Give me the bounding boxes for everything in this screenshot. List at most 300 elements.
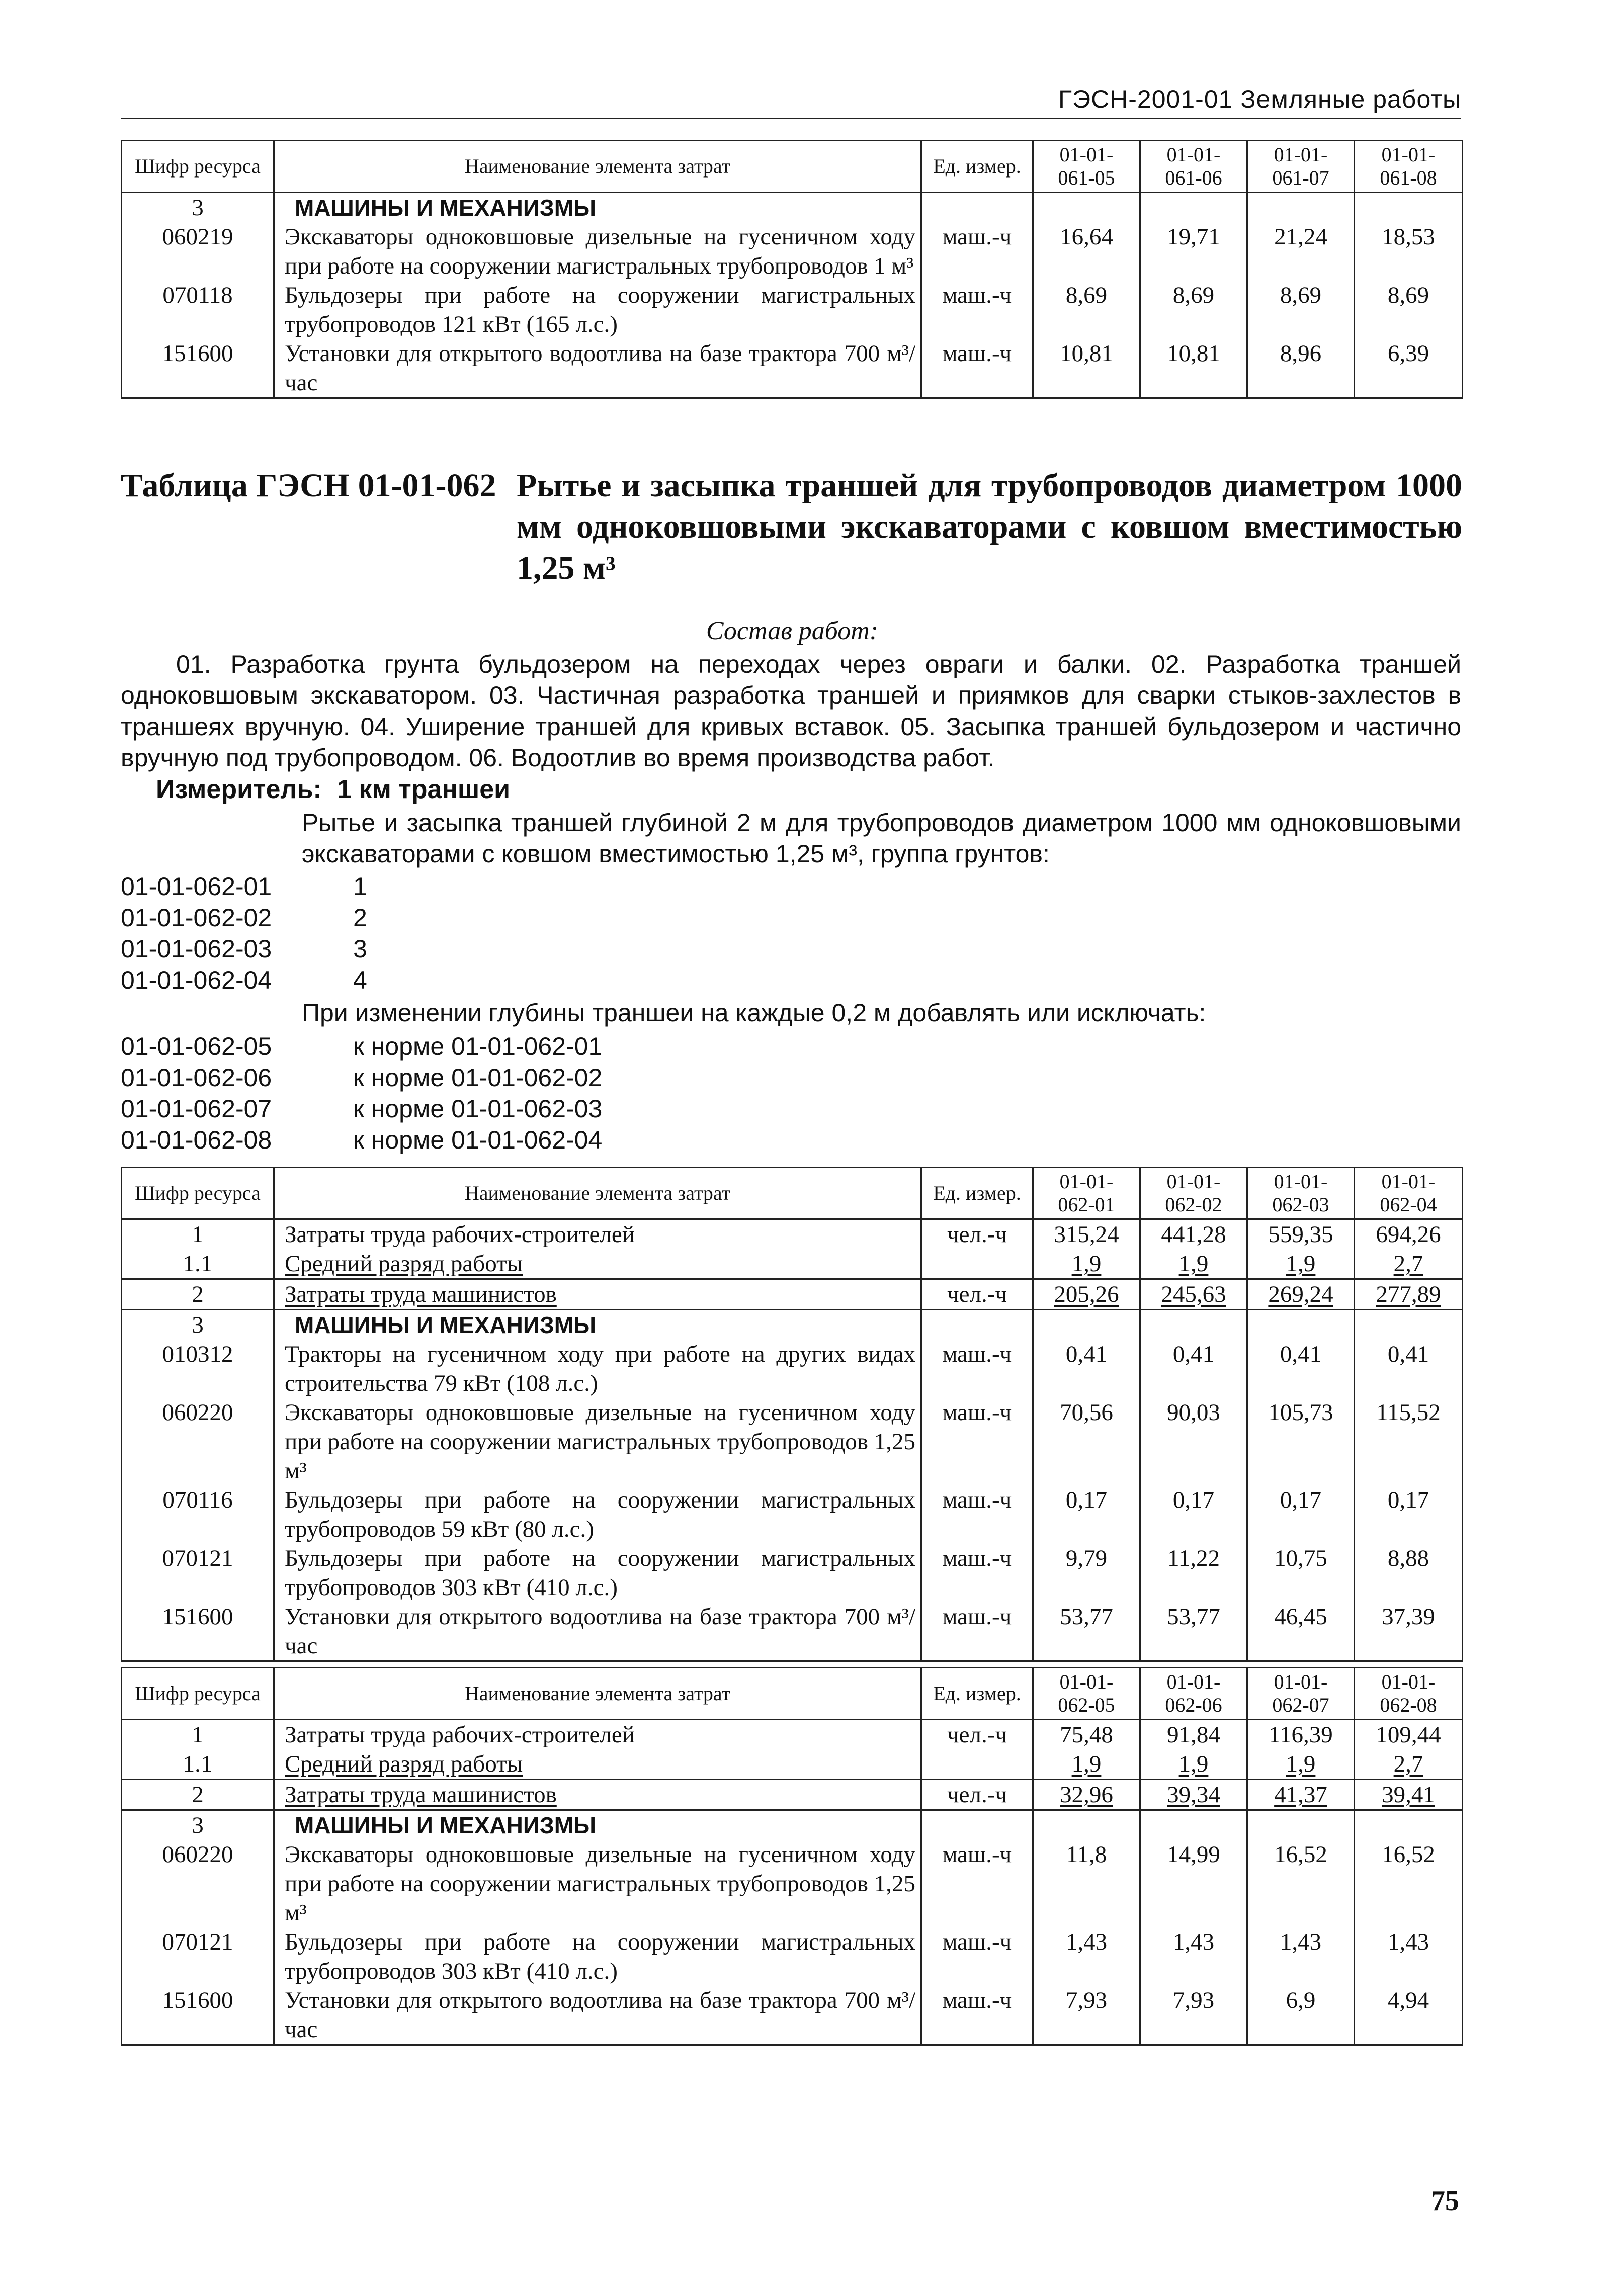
norm-value-cell bbox=[1355, 1927, 1463, 1986]
resource-unit: маш.-ч bbox=[942, 282, 1012, 308]
norm-value-cell bbox=[1033, 193, 1140, 223]
resource-name: Бульдозеры при работе на сооружении магистральных трубопроводов 303 кВт (410 л.с.) bbox=[285, 1929, 915, 1984]
resource-code: 151600 bbox=[162, 1604, 233, 1630]
norm-value: 694,26 bbox=[1376, 1221, 1441, 1248]
norm-value: 277,89 bbox=[1376, 1281, 1441, 1307]
resource-code: 3 bbox=[192, 1312, 204, 1338]
resource-table-062-01-04 bbox=[121, 1167, 1463, 1662]
table-row bbox=[122, 1279, 1463, 1310]
norm-value-cell bbox=[1033, 1840, 1140, 1927]
norm-value-cell bbox=[1140, 1310, 1247, 1340]
work-description: Рытье и засыпка траншей глубиной 2 м для трубопроводов диаметром 1000 мм одноковшовыми экскаваторами с ковшом вместимостью 1,25 м³, группа грунтов: bbox=[302, 809, 1461, 868]
resource-unit: маш.-ч bbox=[942, 340, 1012, 367]
resource-unit-cell bbox=[921, 1219, 1033, 1250]
resource-name: Тракторы на гусеничном ходу при работе на других видах строительства 79 кВт (108 л.с.) bbox=[285, 1341, 915, 1396]
resource-unit-cell bbox=[921, 1810, 1033, 1840]
norm-detail: 4 bbox=[353, 966, 367, 994]
resource-code-cell bbox=[122, 1340, 274, 1398]
resource-code: 2 bbox=[192, 1782, 204, 1808]
resource-code: 151600 bbox=[162, 340, 233, 367]
norm-value: 53,77 bbox=[1060, 1604, 1113, 1630]
resource-code-cell bbox=[122, 1927, 274, 1986]
norm-value-cell bbox=[1140, 1986, 1247, 2045]
resource-code-cell bbox=[122, 1398, 274, 1485]
table-row bbox=[122, 1249, 1463, 1279]
resource-code: 060219 bbox=[162, 224, 233, 250]
resource-code: 060220 bbox=[162, 1399, 233, 1426]
resource-code-cell bbox=[122, 1544, 274, 1602]
norm-value: 21,24 bbox=[1274, 224, 1327, 250]
resource-code: 1.1 bbox=[183, 1251, 213, 1277]
resource-code: 070121 bbox=[162, 1929, 233, 1955]
norm-value-cell bbox=[1355, 1310, 1463, 1340]
norm-value-cell bbox=[1140, 193, 1247, 223]
norm-value-cell bbox=[1033, 1986, 1140, 2045]
resource-code-cell bbox=[122, 1720, 274, 1750]
norm-value: 53,77 bbox=[1167, 1604, 1220, 1630]
column-header-unit: Ед. измер. bbox=[921, 1168, 1033, 1219]
column-header-code: Шифр ресурса bbox=[122, 141, 274, 193]
resource-name: Установки для открытого водоотлива на базе трактора 700 м³/час bbox=[285, 1987, 915, 2043]
resource-name-cell bbox=[274, 1279, 921, 1310]
resource-code: 070116 bbox=[162, 1487, 233, 1513]
norm-detail: к норме 01-01-062-02 bbox=[353, 1064, 603, 1092]
resource-name-cell bbox=[274, 339, 921, 398]
resource-unit-cell bbox=[921, 1749, 1033, 1780]
resource-name-cell bbox=[274, 193, 921, 223]
resource-unit-cell bbox=[921, 1780, 1033, 1810]
column-header-norm: 01-01- 062-05 bbox=[1033, 1668, 1140, 1720]
norm-value-cell bbox=[1355, 222, 1463, 281]
norm-value: 109,44 bbox=[1376, 1722, 1441, 1748]
column-header-norm: 01-01- 062-01 bbox=[1033, 1168, 1140, 1219]
table-header-row bbox=[122, 141, 1463, 193]
meter-label: Измеритель: bbox=[156, 775, 322, 804]
resource-unit-cell bbox=[921, 1544, 1033, 1602]
resource-name-cell bbox=[274, 1810, 921, 1840]
norm-value-cell bbox=[1033, 1310, 1140, 1340]
norm-value: 18,53 bbox=[1382, 224, 1435, 250]
table-header-row bbox=[122, 1168, 1463, 1219]
norm-value: 39,41 bbox=[1382, 1782, 1435, 1808]
norm-value-cell bbox=[1140, 1749, 1247, 1780]
resource-name-cell bbox=[274, 1986, 921, 2045]
norm-value: 91,84 bbox=[1167, 1722, 1220, 1748]
header-title: ГЭСН-2001-01 Земляные работы bbox=[1058, 85, 1461, 113]
norm-value: 16,52 bbox=[1382, 1841, 1435, 1868]
norm-value-cell bbox=[1247, 1340, 1355, 1398]
norm-value-cell bbox=[1247, 1398, 1355, 1485]
column-header-norm: 01-01- 062-07 bbox=[1247, 1668, 1355, 1720]
norm-value: 14,99 bbox=[1167, 1841, 1220, 1868]
norm-value-cell bbox=[1355, 1840, 1463, 1927]
resource-unit-cell bbox=[921, 193, 1033, 223]
norm-value: 90,03 bbox=[1167, 1399, 1220, 1426]
norm-value: 1,43 bbox=[1172, 1929, 1215, 1955]
norm-value-cell bbox=[1247, 1749, 1355, 1780]
resource-code: 1.1 bbox=[183, 1751, 213, 1777]
norm-value-cell bbox=[1355, 1602, 1463, 1661]
norm-value-cell bbox=[1355, 1810, 1463, 1840]
norm-value-cell bbox=[1140, 1780, 1247, 1810]
norm-value: 6,39 bbox=[1387, 340, 1429, 367]
norm-value: 205,26 bbox=[1054, 1281, 1119, 1307]
norm-value: 8,69 bbox=[1065, 282, 1108, 308]
norm-value-cell bbox=[1033, 1927, 1140, 1986]
norm-value: 1,9 bbox=[1178, 1251, 1209, 1277]
norm-value: 0,41 bbox=[1280, 1341, 1322, 1367]
norm-value: 8,69 bbox=[1280, 282, 1322, 308]
norm-value-cell bbox=[1247, 1279, 1355, 1310]
resource-name-cell bbox=[274, 1720, 921, 1750]
page-header bbox=[121, 80, 1461, 119]
resource-name-cell bbox=[274, 1840, 921, 1927]
norm-value: 115,52 bbox=[1376, 1399, 1441, 1426]
norm-code: 01-01-062-02 bbox=[121, 904, 272, 932]
column-header-code: Шифр ресурса bbox=[122, 1668, 274, 1720]
norm-value-cell bbox=[1355, 281, 1463, 339]
norm-value-cell bbox=[1247, 1249, 1355, 1279]
norm-value-cell bbox=[1140, 1810, 1247, 1840]
resource-name: Бульдозеры при работе на сооружении магистральных трубопроводов 121 кВт (165 л.с.) bbox=[285, 282, 915, 337]
resource-code: 2 bbox=[192, 1281, 204, 1307]
resource-unit-cell bbox=[921, 222, 1033, 281]
norm-value: 2,7 bbox=[1393, 1751, 1423, 1777]
norm-value-cell bbox=[1033, 1219, 1140, 1250]
norm-value: 559,35 bbox=[1268, 1221, 1333, 1248]
norm-value: 116,39 bbox=[1269, 1722, 1333, 1748]
resource-name: Бульдозеры при работе на сооружении магистральных трубопроводов 303 кВт (410 л.с.) bbox=[285, 1545, 915, 1601]
resource-code-cell bbox=[122, 1780, 274, 1810]
resource-code-cell bbox=[122, 1986, 274, 2045]
resource-unit: маш.-ч bbox=[942, 1929, 1012, 1955]
norm-value-cell bbox=[1033, 1602, 1140, 1661]
norm-value-cell bbox=[1355, 1398, 1463, 1485]
resource-code-cell bbox=[122, 281, 274, 339]
resource-code: 070121 bbox=[162, 1545, 233, 1571]
table-row bbox=[122, 1310, 1463, 1340]
norm-value-cell bbox=[1247, 193, 1355, 223]
resource-name: МАШИНЫ И МЕХАНИЗМЫ bbox=[295, 1812, 597, 1838]
column-header-norm: 01-01- 062-04 bbox=[1355, 1168, 1463, 1219]
resource-code-cell bbox=[122, 1810, 274, 1840]
resource-unit: маш.-ч bbox=[942, 1987, 1012, 2013]
norm-value: 4,94 bbox=[1387, 1987, 1429, 2013]
resource-name: Установки для открытого водоотлива на базе трактора 700 м³/час bbox=[285, 340, 915, 396]
table-row bbox=[122, 1219, 1463, 1250]
resource-name: Бульдозеры при работе на сооружении магистральных трубопроводов 59 кВт (80 л.с.) bbox=[285, 1487, 915, 1542]
norm-value: 75,48 bbox=[1060, 1722, 1113, 1748]
norm-value: 1,9 bbox=[1178, 1751, 1209, 1777]
norm-value: 41,37 bbox=[1274, 1782, 1327, 1808]
norm-value-cell bbox=[1033, 1544, 1140, 1602]
norm-value-cell bbox=[1033, 1340, 1140, 1398]
norm-value-cell bbox=[1355, 1279, 1463, 1310]
resource-unit: маш.-ч bbox=[942, 1399, 1012, 1426]
column-header-norm: 01-01- 061-05 bbox=[1033, 141, 1140, 193]
norm-value-cell bbox=[1247, 1485, 1355, 1544]
resource-unit: чел.-ч bbox=[947, 1782, 1007, 1808]
resource-name-cell bbox=[274, 1219, 921, 1250]
norm-value: 32,96 bbox=[1060, 1782, 1113, 1808]
norm-value: 0,41 bbox=[1065, 1341, 1108, 1367]
norm-value-cell bbox=[1247, 222, 1355, 281]
resource-name: Установки для открытого водоотлива на базе трактора 700 м³/час bbox=[285, 1604, 915, 1659]
resource-unit: маш.-ч bbox=[942, 1487, 1012, 1513]
norm-detail: 1 bbox=[353, 872, 367, 901]
resource-name-cell bbox=[274, 281, 921, 339]
resource-unit: чел.-ч bbox=[947, 1722, 1007, 1748]
resource-name-cell bbox=[274, 1398, 921, 1485]
norm-value-cell bbox=[1247, 1927, 1355, 1986]
norm-code: 01-01-062-07 bbox=[121, 1095, 272, 1123]
column-header-norm: 01-01- 061-06 bbox=[1140, 141, 1247, 193]
norm-value-cell bbox=[1247, 1986, 1355, 2045]
table-row bbox=[122, 339, 1463, 398]
norm-value: 70,56 bbox=[1060, 1399, 1113, 1426]
table-title-text: Рытье и засыпка траншей для трубопроводов диаметром 1000 мм одноковшовыми экскаваторами с ковшом вместимостью 1,25 м³ bbox=[517, 467, 1462, 586]
norm-code: 01-01-062-01 bbox=[121, 872, 272, 901]
column-header-name: Наименование элемента затрат bbox=[274, 1168, 921, 1219]
norm-value-cell bbox=[1033, 281, 1140, 339]
resource-code: 1 bbox=[192, 1722, 204, 1748]
norm-value-cell bbox=[1355, 193, 1463, 223]
norm-value: 7,93 bbox=[1172, 1987, 1215, 2013]
resource-name: МАШИНЫ И МЕХАНИЗМЫ bbox=[295, 195, 597, 221]
resource-unit-cell bbox=[921, 1986, 1033, 2045]
resource-name-cell bbox=[274, 1340, 921, 1398]
norm-detail: 3 bbox=[353, 935, 367, 963]
resource-unit-cell bbox=[921, 1927, 1033, 1986]
norm-value-cell bbox=[1355, 1219, 1463, 1250]
norm-value-cell bbox=[1033, 1720, 1140, 1750]
resource-table-061 bbox=[121, 140, 1463, 399]
norm-value: 10,81 bbox=[1167, 340, 1220, 367]
table-row bbox=[122, 1749, 1463, 1780]
composition-text: 01. Разработка грунта бульдозером на переходах через овраги и балки. 02. Разработка траншей одноковшовым экскаватором. 03. Частичная разработка траншей и приямков для сварки стыков-захлестов в траншеях вручную. 04. Уширение траншей для кривых вставок. 05. Засыпка траншей бульдозером и частично вручную под трубопроводом. 06. Водоотлив во время производства работ. bbox=[121, 650, 1461, 772]
table-row bbox=[122, 281, 1463, 339]
resource-name-cell bbox=[274, 1780, 921, 1810]
resource-name: МАШИНЫ И МЕХАНИЗМЫ bbox=[295, 1312, 597, 1338]
norm-value: 8,69 bbox=[1387, 282, 1429, 308]
resource-unit-cell bbox=[921, 1249, 1033, 1279]
norm-value: 0,17 bbox=[1172, 1487, 1215, 1513]
norm-value: 7,93 bbox=[1065, 1987, 1108, 2013]
norm-value: 245,63 bbox=[1161, 1281, 1226, 1307]
norm-value: 105,73 bbox=[1268, 1399, 1333, 1426]
resource-code-cell bbox=[122, 1310, 274, 1340]
norm-value: 8,69 bbox=[1172, 282, 1215, 308]
norm-detail: к норме 01-01-062-01 bbox=[353, 1032, 603, 1061]
resource-unit-cell bbox=[921, 1840, 1033, 1927]
resource-code: 060220 bbox=[162, 1841, 233, 1868]
resource-name-cell bbox=[274, 222, 921, 281]
norm-value: 46,45 bbox=[1274, 1604, 1327, 1630]
norm-value-cell bbox=[1355, 1340, 1463, 1398]
norm-value-cell bbox=[1247, 1720, 1355, 1750]
column-header-unit: Ед. измер. bbox=[921, 141, 1033, 193]
resource-code: 010312 bbox=[162, 1341, 233, 1367]
norm-value-cell bbox=[1140, 339, 1247, 398]
resource-name-cell bbox=[274, 1927, 921, 1986]
norm-value-cell bbox=[1140, 1398, 1247, 1485]
table-row bbox=[122, 1398, 1463, 1485]
norm-code: 01-01-062-08 bbox=[121, 1126, 272, 1154]
page-number: 75 bbox=[1431, 2185, 1459, 2217]
norm-value-cell bbox=[1247, 281, 1355, 339]
norm-code: 01-01-062-05 bbox=[121, 1032, 272, 1061]
resource-unit: чел.-ч bbox=[947, 1221, 1007, 1248]
norm-value: 1,43 bbox=[1065, 1929, 1108, 1955]
table-row bbox=[122, 1986, 1463, 2045]
column-header-code: Шифр ресурса bbox=[122, 1168, 274, 1219]
norm-value-cell bbox=[1247, 1602, 1355, 1661]
resource-code-cell bbox=[122, 1249, 274, 1279]
resource-name-cell bbox=[274, 1310, 921, 1340]
norm-value-cell bbox=[1247, 1219, 1355, 1250]
norm-value: 0,17 bbox=[1280, 1487, 1322, 1513]
norm-value: 0,17 bbox=[1065, 1487, 1108, 1513]
norm-value: 8,96 bbox=[1280, 340, 1322, 367]
resource-code-cell bbox=[122, 1219, 274, 1250]
norm-value-cell bbox=[1247, 1810, 1355, 1840]
resource-unit-cell bbox=[921, 1720, 1033, 1750]
norm-value-cell bbox=[1033, 1249, 1140, 1279]
norm-value: 269,24 bbox=[1268, 1281, 1333, 1307]
norm-value: 10,75 bbox=[1274, 1545, 1327, 1571]
norm-value-cell bbox=[1033, 222, 1140, 281]
norm-value-cell bbox=[1140, 1602, 1247, 1661]
norm-code: 01-01-062-06 bbox=[121, 1064, 272, 1092]
resource-code-cell bbox=[122, 1485, 274, 1544]
column-header-norm: 01-01- 062-08 bbox=[1355, 1668, 1463, 1720]
norm-value: 2,7 bbox=[1393, 1251, 1423, 1277]
meter bbox=[156, 774, 510, 805]
norm-value-cell bbox=[1247, 339, 1355, 398]
norm-value-cell bbox=[1033, 1749, 1140, 1780]
norm-value: 0,41 bbox=[1387, 1341, 1429, 1367]
resource-code: 070118 bbox=[162, 282, 233, 308]
norm-detail: к норме 01-01-062-04 bbox=[353, 1126, 603, 1154]
resource-unit-cell bbox=[921, 339, 1033, 398]
resource-name: Затраты труда машинистов bbox=[285, 1281, 557, 1307]
norm-value-cell bbox=[1140, 281, 1247, 339]
resource-name: Экскаваторы одноковшовые дизельные на гусеничном ходу при работе на сооружении магистральных трубопроводов 1,25 м³ bbox=[285, 1399, 915, 1484]
column-header-name: Наименование элемента затрат bbox=[274, 1668, 921, 1720]
table-row bbox=[122, 1810, 1463, 1840]
column-header-unit: Ед. измер. bbox=[921, 1668, 1033, 1720]
norm-value: 19,71 bbox=[1167, 224, 1220, 250]
norm-value: 39,34 bbox=[1167, 1782, 1220, 1808]
norm-value-cell bbox=[1033, 1780, 1140, 1810]
resource-name: Средний разряд работы bbox=[285, 1751, 523, 1777]
norm-value: 16,52 bbox=[1274, 1841, 1327, 1868]
norm-value-cell bbox=[1140, 1485, 1247, 1544]
resource-table-062-05-08 bbox=[121, 1667, 1463, 2046]
resource-name-cell bbox=[274, 1749, 921, 1780]
table-row bbox=[122, 1780, 1463, 1810]
table-row bbox=[122, 193, 1463, 223]
resource-code-cell bbox=[122, 222, 274, 281]
resource-unit-cell bbox=[921, 1485, 1033, 1544]
resource-code-cell bbox=[122, 1279, 274, 1310]
resource-code: 151600 bbox=[162, 1987, 233, 2013]
norm-value: 315,24 bbox=[1054, 1221, 1119, 1248]
norm-value: 1,43 bbox=[1387, 1929, 1429, 1955]
norm-value-cell bbox=[1247, 1310, 1355, 1340]
table-row bbox=[122, 1927, 1463, 1986]
norm-value-cell bbox=[1247, 1780, 1355, 1810]
resource-code-cell bbox=[122, 1749, 274, 1780]
norm-value: 11,22 bbox=[1167, 1545, 1220, 1571]
table-row bbox=[122, 1340, 1463, 1398]
table-row bbox=[122, 222, 1463, 281]
norm-value-cell bbox=[1355, 339, 1463, 398]
resource-code-cell bbox=[122, 339, 274, 398]
norm-value: 8,88 bbox=[1387, 1545, 1429, 1571]
norm-value: 1,9 bbox=[1071, 1751, 1102, 1777]
resource-name: Экскаваторы одноковшовые дизельные на гусеничном ходу при работе на сооружении магистральных трубопроводов 1 м³ bbox=[285, 224, 915, 279]
resource-unit-cell bbox=[921, 1398, 1033, 1485]
norm-value-cell bbox=[1033, 1279, 1140, 1310]
resource-unit: маш.-ч bbox=[942, 224, 1012, 250]
norm-value: 16,64 bbox=[1060, 224, 1113, 250]
table-row bbox=[122, 1720, 1463, 1750]
norm-value: 0,41 bbox=[1172, 1341, 1215, 1367]
norm-value-cell bbox=[1140, 1249, 1247, 1279]
resource-code-cell bbox=[122, 1840, 274, 1927]
norm-value-cell bbox=[1140, 1340, 1247, 1398]
norm-value: 1,9 bbox=[1286, 1751, 1316, 1777]
norm-value: 1,9 bbox=[1071, 1251, 1102, 1277]
table-row bbox=[122, 1840, 1463, 1927]
resource-name: Средний разряд работы bbox=[285, 1251, 523, 1277]
norm-value-cell bbox=[1355, 1544, 1463, 1602]
resource-name: Затраты труда рабочих-строителей bbox=[285, 1221, 635, 1248]
table-title-label: Таблица ГЭСН 01-01-062 bbox=[121, 467, 496, 504]
norm-value-cell bbox=[1355, 1485, 1463, 1544]
norm-value: 441,28 bbox=[1161, 1221, 1226, 1248]
norm-value-cell bbox=[1033, 1485, 1140, 1544]
norm-detail: 2 bbox=[353, 904, 367, 932]
resource-unit-cell bbox=[921, 1279, 1033, 1310]
meter-value: 1 км траншеи bbox=[337, 775, 511, 804]
resource-name: Затраты труда рабочих-строителей bbox=[285, 1722, 635, 1748]
table-row bbox=[122, 1602, 1463, 1661]
resource-name: Экскаваторы одноковшовые дизельные на гусеничном ходу при работе на сооружении магистральных трубопроводов 1,25 м³ bbox=[285, 1841, 915, 1926]
norm-value: 9,79 bbox=[1065, 1545, 1108, 1571]
resource-unit-cell bbox=[921, 1602, 1033, 1661]
column-header-name: Наименование элемента затрат bbox=[274, 141, 921, 193]
norm-value-cell bbox=[1247, 1840, 1355, 1927]
norm-detail: к норме 01-01-062-03 bbox=[353, 1095, 603, 1123]
resource-unit-cell bbox=[921, 1340, 1033, 1398]
norm-code: 01-01-062-04 bbox=[121, 966, 272, 994]
resource-name-cell bbox=[274, 1602, 921, 1661]
norm-value-cell bbox=[1033, 1810, 1140, 1840]
norm-value-cell bbox=[1140, 1927, 1247, 1986]
norm-value: 0,17 bbox=[1387, 1487, 1429, 1513]
column-header-norm: 01-01- 061-08 bbox=[1355, 141, 1463, 193]
resource-name: Затраты труда машинистов bbox=[285, 1782, 557, 1808]
resource-code: 3 bbox=[192, 195, 204, 221]
norm-value-cell bbox=[1355, 1249, 1463, 1279]
norm-value-cell bbox=[1033, 339, 1140, 398]
norm-value-cell bbox=[1355, 1986, 1463, 2045]
column-header-norm: 01-01- 061-07 bbox=[1247, 141, 1355, 193]
column-header-norm: 01-01- 062-02 bbox=[1140, 1168, 1247, 1219]
depth-change-note: При изменении глубины траншеи на каждые 0,2 м добавлять или исключать: bbox=[302, 999, 1206, 1027]
